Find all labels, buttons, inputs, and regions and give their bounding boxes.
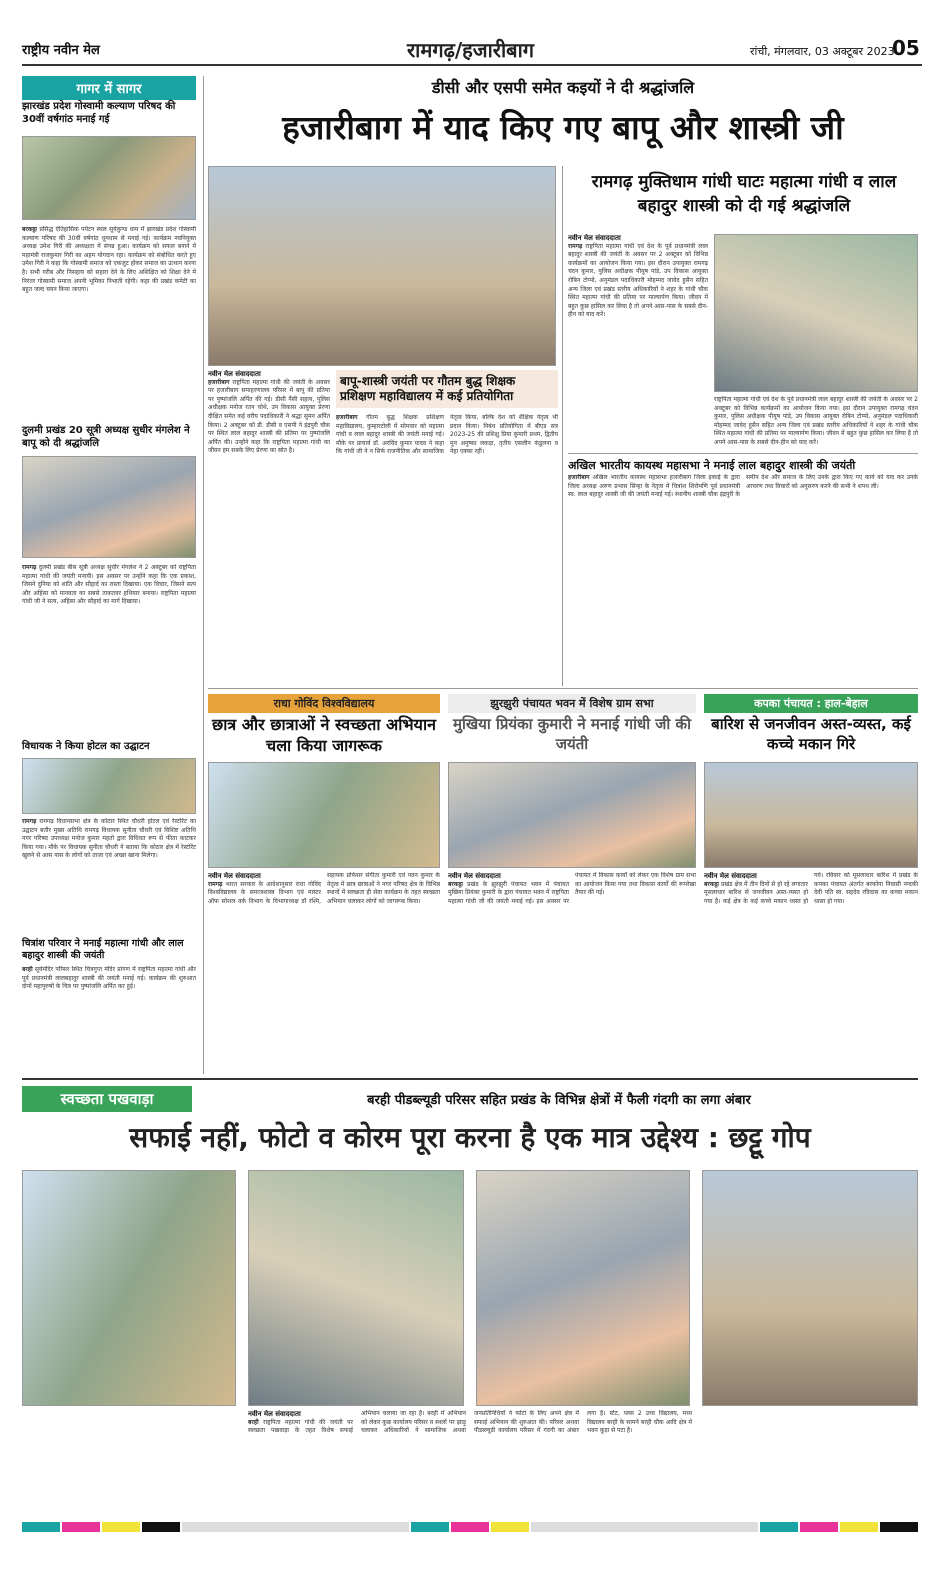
story-headline: दुलमी प्रखंड 20 सूत्री अध्यक्ष सुधीर मंगलेश ने बापू को दी श्रद्धांजलि <box>22 425 190 449</box>
section-title: रामगढ़/हजारीबाग <box>407 38 535 62</box>
story-text: रामगढ़ विधानसभा क्षेत्र के कोठार स्थित चौधरी होटल एवं रेस्टोरेंट का उद्घाटन बतौर मुख्य अतिथि रामगढ़ विधायक सुनीता चौधरी एवं विशिष्ट अतिथि नगर परिषद उपाध्यक्ष मनोज कुमार महतो द्वारा विधिवत रूप से फीता काटकर किया गया। मौके पर विधायक सुनीता चौधरी ने बताया कि कोठार क्षेत्र में रेस्टोरेंट खुलने से आस पास के लोगों को ताजा एवं अच्छा खाना मिलेगा। <box>22 818 196 860</box>
story-dateline: रामगढ़ <box>568 242 583 250</box>
story-text: राष्ट्रपिता महात्मा गांधी की जयंती के अवसर पर हजारीबाग समाहरणालय परिसर में बापू की प्रतिमा पर पुष्पांजलि अर्पित की गई। डीसी नैंसी सहाय, पुलिस अधीक्षक मनोज रतन चोथे, उप विकास आयुक्त प्रेरणा दीक्षित समेत कई वरीय पदाधिकारी ने श्रद्धा सुमन अर्पित किया। 2 अक्टूबर को डी. डीसी व एसपी ने इंद्रपुरी चौक पर स्थित लाल बहादुर शास्त्री की प्रतिमा पर पुष्पांजलि अर्पित की। उन्होंने कहा कि राष्ट्रपिता महात्मा गांधी का जीवन हम सबके लिए प्रेरणा का स्रोत है। <box>208 378 330 455</box>
photo-sudhir-mangalesh <box>22 456 196 558</box>
story-headline: झारखंड प्रदेश गोस्वामी कल्याण परिषद की 30वीं वर्षगांठ मनाई गई <box>22 101 176 125</box>
story-body <box>22 818 196 936</box>
photo-hotel-inauguration <box>22 758 196 814</box>
byline: नवीन मेल संवाददाता <box>704 872 757 880</box>
story-dateline: रामगढ़ <box>22 818 37 825</box>
photo-goswami-event <box>22 136 196 220</box>
story-text: भारत सरकार के आदेशानुसार राधा गोविंद विश्वविद्यालय के समाजशास्त्र विभाग एवं मास्टर ऑफ सोशल वर्क विभाग के विभागाध्यक्ष डॉ रश्मि, सहायक प्रोफेसर संगीता कुमारी एवं पवन कुमार के नेतृत्व में छात्र छात्राओं ने नगर परिषद क्षेत्र के विभिन्न स्थानों में स्वच्छता ही सेवा कार्यक्रम के तहत स्वच्छता अभियान चलाकर लोगों को जागरूक किया। <box>208 872 440 905</box>
story-headline: अखिल भारतीय कायस्थ महासभा ने मनाई लाल बहादुर शास्त्री की जयंती <box>568 459 856 472</box>
story-dateline: बरकट्ठा <box>704 880 719 888</box>
brand-name: राष्ट्रीय नवीन मेल <box>22 43 100 58</box>
column-divider <box>203 76 204 1074</box>
story-body <box>22 226 196 422</box>
story-text: प्रखंड क्षेत्र में तीन दिनों से हो रहे लगातार मूसलाधार बारिश से जनजीवन अस्त-व्यस्त हो गया है। कई क्षेत्र के कई कच्चे मकान ध्वस्त हो गये। रविवार को मूसलाधार बारिश में प्रखंड के कपका पंचायत अंतर्गत बरकोपा निवासी नन्दकी देवी पति स्व. सहदेव रविदास का कच्चा मकान ध्वस्त हो गया। <box>704 872 918 905</box>
photo-muktidham-tribute <box>714 234 918 392</box>
photo-street-waste <box>476 1170 690 1406</box>
story-body <box>568 474 918 684</box>
section-tag: स्वच्छता पखवाड़ा <box>22 1086 192 1112</box>
story-body <box>22 966 196 1070</box>
print-color-bar <box>22 1522 918 1532</box>
story-body <box>704 872 918 1072</box>
photo-garbage-roadside <box>22 1170 236 1406</box>
story-text: गौतम बुद्ध शिक्षक प्रशिक्षण महाविद्यालय, कुम्हारटोली में सोमवार को महात्मा गांधी व लाल बहादुर शास्त्री की जयंती मनाई गई। मौके पर प्राचार्य डॉ. अरविंद कुमार यादव ने कहा कि गांधी जी ने न सिर्फ राजनीतिक और सामाजिक नेतृत्व किया, बल्कि देश को शैक्षिक नेतृत्व भी प्रदान किया। निबंध प्रतियोगिता में बीएड सत्र 2023-25 की प्रशिक्षु प्रिया कुमारी प्रथम, द्वितीय मुन अनुष्का लकड़ा, तृतीय एसलीन कंडूलना व नेहा एक्का रहीं। <box>336 414 558 456</box>
photo-mukhiya-gram-sabha <box>448 762 696 868</box>
section-headline: सफाई नहीं, फोटो व कोरम पूरा करना है एक मात्र उद्देश्य : छट्टू गोप <box>129 1121 811 1154</box>
dateline: रांची, मंगलवार, 03 अक्टूबर 2023 <box>750 45 895 58</box>
column-tag: गागर में सागर <box>22 76 196 100</box>
photo-open-ground <box>702 1170 918 1406</box>
story-strip: कपका पंचायत : हाल-बेहाल <box>704 694 918 713</box>
page-number: 05 <box>892 36 920 60</box>
story-text: अखिल भारतीय कायस्थ महासभा हजारीबाग जिला इकाई के द्वारा जिला अध्यक्ष अरुण प्रभास सिन्हा के नेतृत्व में चित्रांश शिरोमणि पूर्व प्रधानमंत्री स्व. लाल बहादुर शास्त्री जी की जयंती मनाई गई। स्थानीय शास्त्री चौक इंद्रपुरी के समीप देश और समाज के लिए उनके द्वारा किए गए कार्य को याद कर उनके आचरण तथा विचारों को अनुसरण करने की सभी ने शपथ ली। <box>568 474 918 499</box>
byline: नवीन मेल संवाददाता <box>448 872 501 880</box>
story-dateline: हजारीबाग <box>568 474 590 481</box>
story-headline: मुखिया प्रियंका कुमारी ने मनाई गांधी जी की जयंती <box>453 715 691 753</box>
masthead <box>22 36 922 66</box>
story-headline: बापू-शास्त्री जयंती पर गौतम बुद्ध शिक्षक प्रशिक्षण महाविद्यालय में कई प्रतियोगिता <box>336 370 558 408</box>
section-kicker: बरही पीडब्ल्यूडी परिसर सहित प्रखंड के विभिन्न क्षेत्रों में फैली गंदगी का लगा अंबार <box>367 1093 751 1108</box>
byline: नवीन मेल संवाददाता <box>208 872 261 880</box>
story-body-continued <box>714 396 918 450</box>
story-dateline: हजारीबाग <box>208 378 230 386</box>
story-body <box>208 872 440 1072</box>
top-story-headline: हजारीबाग में याद किए गए बापू और शास्त्री जी <box>282 108 844 147</box>
photo-pwd-campus <box>248 1170 464 1406</box>
story-body <box>22 564 196 736</box>
story-text: राष्ट्रपिता महात्मा गांधी की जयंती पर स्वच्छता पखवाड़ा के तहत विशेष सफाई अभियान चलाया जा रहा है। बरही में अभियान को लेकर कुछ कार्यालय परिसर व स्थलों पर झाड़ू चलाकर अधिकारियों ने सामाजिक अथवा जनप्रतिनिधियों ने फोटो के लिए अपने क्षेत्र में सफाई अभियान की शुरुआत की। परिसर अथवा पीडब्ल्यूडी कार्यालय परिसर में गंदगी का अंबार लगा है। स्टेट, प्लस 2 उच्च विद्यालय, मध्य विद्यालय बरही के सामने बरही चौक आदि क्षेत्र में भवन कूड़ा से पटा है। <box>248 1410 692 1435</box>
top-story-kicker: डीसी और एसपी समेत कइयों ने दी श्रद्धांजलि <box>431 78 695 97</box>
story-divider <box>568 453 918 454</box>
photo-cleanliness-drive <box>208 762 440 868</box>
section-body <box>248 1410 918 1512</box>
byline: नवीन मेल संवाददाता <box>568 234 621 242</box>
story-text: दुलमी प्रखंड बीस सूत्री अध्यक्ष सुधीर मंगलेश ने 2 अक्टूबर को राष्ट्रपिता महात्मा गांधी की जयंती मनायी। इस अवसर पर उन्होंने कहा कि एक प्रकाश, जिसने दुनिया को शांति और सौहार्द का रास्ता दिखाया। एक विचार, जिसने सत्य और अहिंसा को मानवता का सबसे ताकतवर हथियार बनाया। राष्ट्रपिता महात्मा गांधी जी ने सत्य, अहिंसा और सौहार्द का मार्ग दिखाया। <box>22 564 196 606</box>
story-body <box>448 872 696 1072</box>
story-body <box>208 370 330 682</box>
photo-gandhi-statue-tribute <box>208 166 556 366</box>
story-text: प्रसिद्ध ऐतिहासिक पर्यटन स्थल सूर्यकुण्ड धाम में झारखंड प्रदेश गोस्वामी कल्याण परिषद की 30वीं वर्षगांठ धूमधाम से मनाई गई। कार्यक्रम नवनियुक्त अध्यक्ष उमेश गिरी की अध्यक्षता में संपन्न हुआ। कार्यक्रम को सफल बनाने में महामंत्री राजकुमार गिरी का अहम योगदान रहा। कार्यक्रम को संबोधित करते हुए उमेश गिरी ने कहा कि गोस्वामी समाज को एकजुट होकर समाज का उत्थान करना है। सभी गरीब और निसहाय को सहारा देने के लिए अशिक्षित को शिक्षा देने में निरंतर गोस्वामी समाज अपनी भूमिका निभाती रहेगी। कहा की प्रखंड कमेटी का बहुत जल्द चयन किया जाएगा। <box>22 226 196 294</box>
byline: नवीन मेल संवाददाता <box>248 1410 301 1418</box>
story-dateline: रामगढ़ <box>208 880 223 888</box>
story-text: राष्ट्रपिता महात्मा गांधी एवं देश के पूर्व प्रधानमंत्री लाल बहादुर शास्त्री की जयंती के अवसर पर 2 अक्टूबर को विभिन्न कार्यक्रमों का आयोजन किया गया। इस दौरान उपायुक्त रामगढ़ चंदन कुमार, पुलिस अधीक्षक पीयूष पांडे, उप विकास आयुक्त रोबिन टोप्पो, अनुमंडल पदाधिकारी मोहम्मद जावेद हुसैन सहित अन्य जिला एवं प्रखंड स्तरीय अधिकारियों ने शहर के गांधी चौक स्थित महात्मा गांधी की प्रतिमा पर माल्यार्पण किया। जीवन में बहुत कुछ हासिल कर लिया है तो अपने आस-पास के सबसे दीन-हीन को याद करें। <box>568 242 708 319</box>
story-text: राष्ट्रपिता महात्मा गांधी एवं देश के पूर्व प्रधानमंत्री लाल बहादुर शास्त्री की जयंती के अवसर पर 2 अक्टूबर को विभिन्न कार्यक्रमों का आयोजन किया गया। इस दौरान उपायुक्त रामगढ़ चंदन कुमार, पुलिस अधीक्षक पीयूष पांडे, उप विकास आयुक्त रोबिन टोप्पो, अनुमंडल पदाधिकारी मोहम्मद जावेद हुसैन सहित अन्य जिला एवं प्रखंड स्तरीय अधिकारियों ने शहर के गांधी चौक स्थित महात्मा गांधी की प्रतिमा पर माल्यार्पण किया। जीवन में बहुत कुछ हासिल कर लिया है तो अपने आस-पास के सबसे दीन-हीन को याद करें। <box>714 396 918 446</box>
story-text: सूर्यमंदिर परिसर स्थित चित्रगुप्त मंदिर प्रांगण में राष्ट्रपिता महात्मा गांधी और पूर्व प्रधानमंत्री लालबहादुर शास्त्री की जयंती मनाई गई। कार्यक्रम की शुरुआत दोनों महापुरुषों के चित्र पर पुष्पांजलि अर्पित कर हुई। <box>22 966 196 991</box>
story-headline: रामगढ़ मुक्तिधाम गांधी घाटः महात्मा गांधी व लाल बहादुर शास्त्री को दी गई श्रद्धांजलि <box>591 172 897 216</box>
section-divider <box>22 1078 918 1080</box>
story-strip: झुरझुरी पंचायत भवन में विशेष ग्राम सभा <box>448 694 696 713</box>
story-body <box>568 234 708 434</box>
story-text: प्रखंड के झुरझुरी पंचायत भवन में पंचायत मुखिया प्रियंका कुमारी के द्वारा पंचायत भवन में राष्ट्रपिता महात्मा गांधी जी की जयंती मनाई गई। इस अवसर पर पंचायत में विकास कार्यों को लेकर एक विशेष ग्राम सभा का आयोजन किया गया तथा विकास कार्यों की रूपरेखा तैयार की गई। <box>448 872 696 905</box>
story-dateline: बरकट्ठा <box>448 880 463 888</box>
story-headline: बारिश से जनजीवन अस्त-व्यस्त, कई कच्चे मकान गिरे <box>711 715 911 753</box>
story-dateline: बरकट्ठा <box>22 226 37 233</box>
story-dateline: बरही <box>248 1418 259 1426</box>
section-divider <box>208 688 918 689</box>
story-body <box>336 414 558 682</box>
story-headline: विधायक ने किया होटल का उद्घाटन <box>22 741 150 752</box>
photo-collapsed-house <box>704 762 918 868</box>
story-headline: चित्रांश परिवार ने मनाई महात्मा गांधी और लाल बहादुर शास्त्री की जयंती <box>22 938 184 961</box>
story-dateline: रामगढ़ <box>22 564 37 571</box>
story-headline: छात्र और छात्राओं ने स्वच्छता अभियान चला किया जागरूक <box>212 715 436 755</box>
story-dateline: हजारीबाग <box>336 414 358 421</box>
byline: नवीन मेल संवाददाता <box>208 370 261 378</box>
story-dateline: बरही <box>22 966 33 973</box>
story-strip: राधा गोविंद विश्वविद्यालय <box>208 694 440 713</box>
column-divider <box>562 166 563 686</box>
